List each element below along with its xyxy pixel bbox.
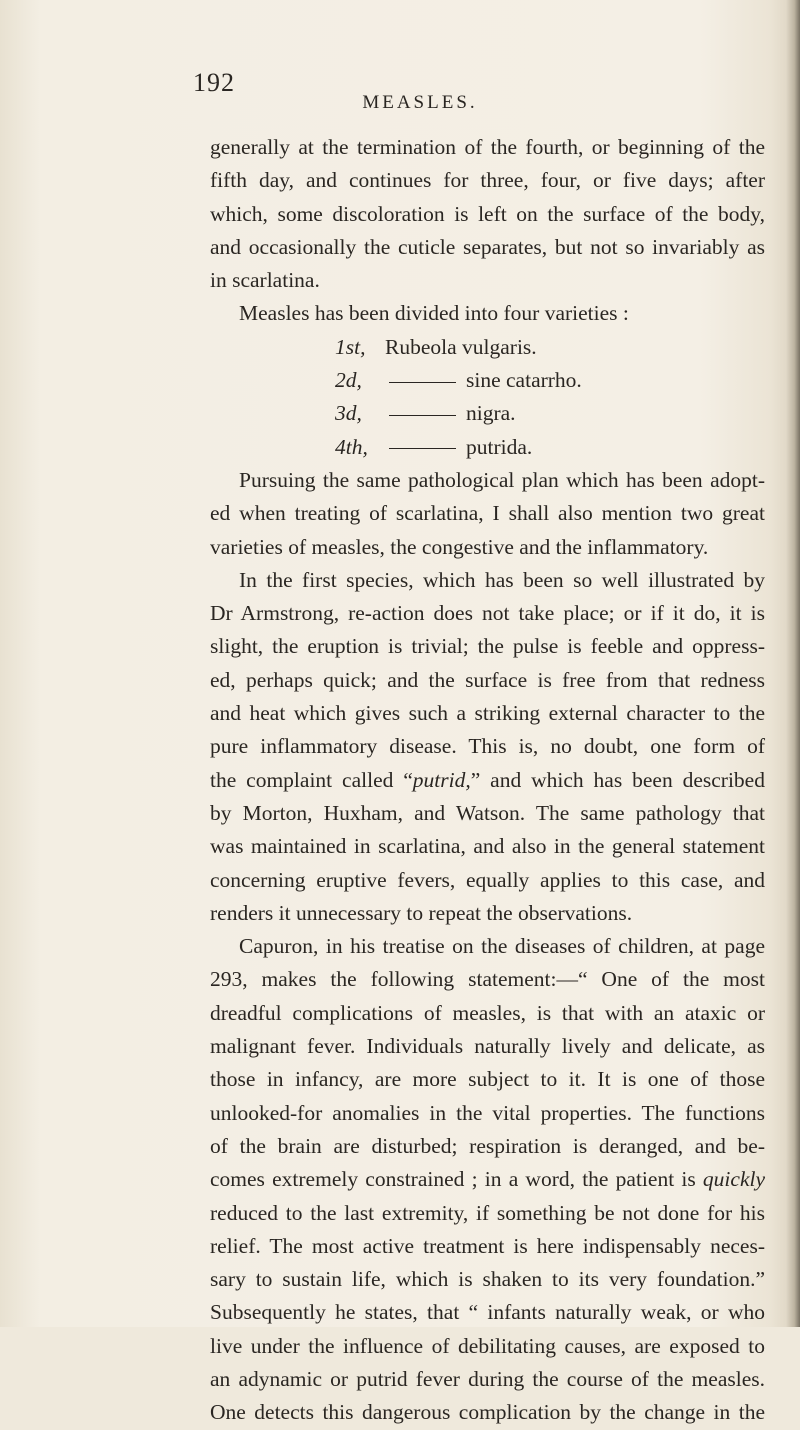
text-line xyxy=(210,1163,765,1196)
text-line: dreadful complications of measles, is that with an ataxic or xyxy=(210,1000,765,1025)
text-line: those in infancy, are more subject to it. It is one of those xyxy=(210,1067,765,1092)
text-line: unlooked-for anomalies in the vital properties. The functions xyxy=(210,1100,765,1125)
italic-term: quickly xyxy=(702,1167,765,1192)
text-line: and heat which gives such a striking external character to the xyxy=(210,701,765,726)
variety-name: putrida. xyxy=(466,434,533,459)
text-line: fifth day, and continues for three, four, or five days; after xyxy=(210,168,765,193)
variety-ordinal: 3d, xyxy=(335,401,362,426)
paragraph-4 xyxy=(210,564,765,930)
page-number: 192 xyxy=(193,68,235,97)
italic-term: putrid, xyxy=(412,767,471,792)
text-fragment: ” and which has been described xyxy=(470,767,765,792)
text-line: slight, the eruption is trivial; the pulse is feeble and oppress- xyxy=(210,634,765,659)
text-line: was maintained in scarlatina, and also in the general statement xyxy=(210,834,765,859)
text-line: ed, perhaps quick; and the surface is free from that redness xyxy=(210,667,765,692)
text-line: Capuron, in his treatise on the diseases of children, at page xyxy=(239,934,765,959)
text-line: of the brain are disturbed; respiration is deranged, and be- xyxy=(210,1133,765,1158)
body-text xyxy=(210,131,765,1430)
paragraph-3 xyxy=(210,464,765,564)
text-line: in scarlatina. xyxy=(210,268,320,293)
text-line: ed when treating of scarlatina, I shall also mention two great xyxy=(210,501,765,526)
paragraph-5 xyxy=(210,930,765,1429)
text-line: and occasionally the cuticle separates, but not so invariably as xyxy=(210,234,765,259)
text-line: live under the influence of debilitating causes, are exposed to xyxy=(210,1333,765,1358)
text-line: Pursuing the same pathological plan which has been adopt- xyxy=(239,467,765,492)
text-line: Subsequently he states, that “ infants naturally weak, or who xyxy=(210,1300,765,1325)
ditto-rule xyxy=(389,448,456,449)
text-line: renders it unnecessary to repeat the observations. xyxy=(210,900,633,925)
text-line: relief. The most active treatment is here indispensably neces- xyxy=(210,1233,765,1258)
text-line: by Morton, Huxham, and Watson. The same pathology that xyxy=(210,800,765,825)
variety-ordinal: 4th, xyxy=(335,434,368,459)
text-line: generally at the termination of the fourth, or beginning of the xyxy=(210,135,765,159)
text-line: 293, makes the following statement:—“ One of the most xyxy=(210,967,765,992)
variety-name: Rubeola vulgaris. xyxy=(385,334,537,359)
variety-name: nigra. xyxy=(466,401,516,426)
running-head: MEASLES. xyxy=(362,92,478,113)
text-line: varieties of measles, the congestive and the inflammatory. xyxy=(210,534,709,559)
text-line xyxy=(210,764,765,797)
variety-item xyxy=(210,431,765,464)
text-line: malignant fever. Individuals naturally lively and delicate, as xyxy=(210,1034,765,1059)
text-line: reduced to the last extremity, if something be not done for his xyxy=(210,1200,765,1225)
ditto-rule xyxy=(389,382,456,383)
text-line: pure inflammatory disease. This is, no doubt, one form of xyxy=(210,734,765,759)
text-fragment: the complaint called “ xyxy=(210,767,413,792)
text-fragment: comes extremely constrained ; in a word, the patient is xyxy=(210,1167,696,1192)
paragraph-1 xyxy=(210,131,765,297)
text-line: which, some discoloration is left on the surface of the body, xyxy=(210,201,765,226)
variety-ordinal: 1st, xyxy=(335,334,366,359)
text-line: In the first species, which has been so well illustrated by xyxy=(239,567,765,592)
paragraph-2: Measles has been divided into four varieties : xyxy=(239,301,629,326)
text-line: One detects this dangerous complication by the change in the xyxy=(210,1400,765,1425)
variety-item xyxy=(210,331,765,364)
variety-name: sine catarrho. xyxy=(466,368,582,393)
variety-ordinal: 2d, xyxy=(335,368,362,393)
text-line: sary to sustain life, which is shaken to its very foundation.” xyxy=(210,1267,765,1292)
varieties-list xyxy=(210,331,765,464)
text-line: concerning eruptive fevers, equally applies to this case, and xyxy=(210,867,765,892)
variety-item xyxy=(210,364,765,397)
ditto-rule xyxy=(389,415,456,416)
variety-item xyxy=(210,397,765,430)
text-line: Dr Armstrong, re-action does not take place; or if it do, it is xyxy=(210,601,765,626)
text-line: an adynamic or putrid fever during the course of the measles. xyxy=(210,1366,765,1391)
page-edge-shadow xyxy=(786,0,800,1327)
